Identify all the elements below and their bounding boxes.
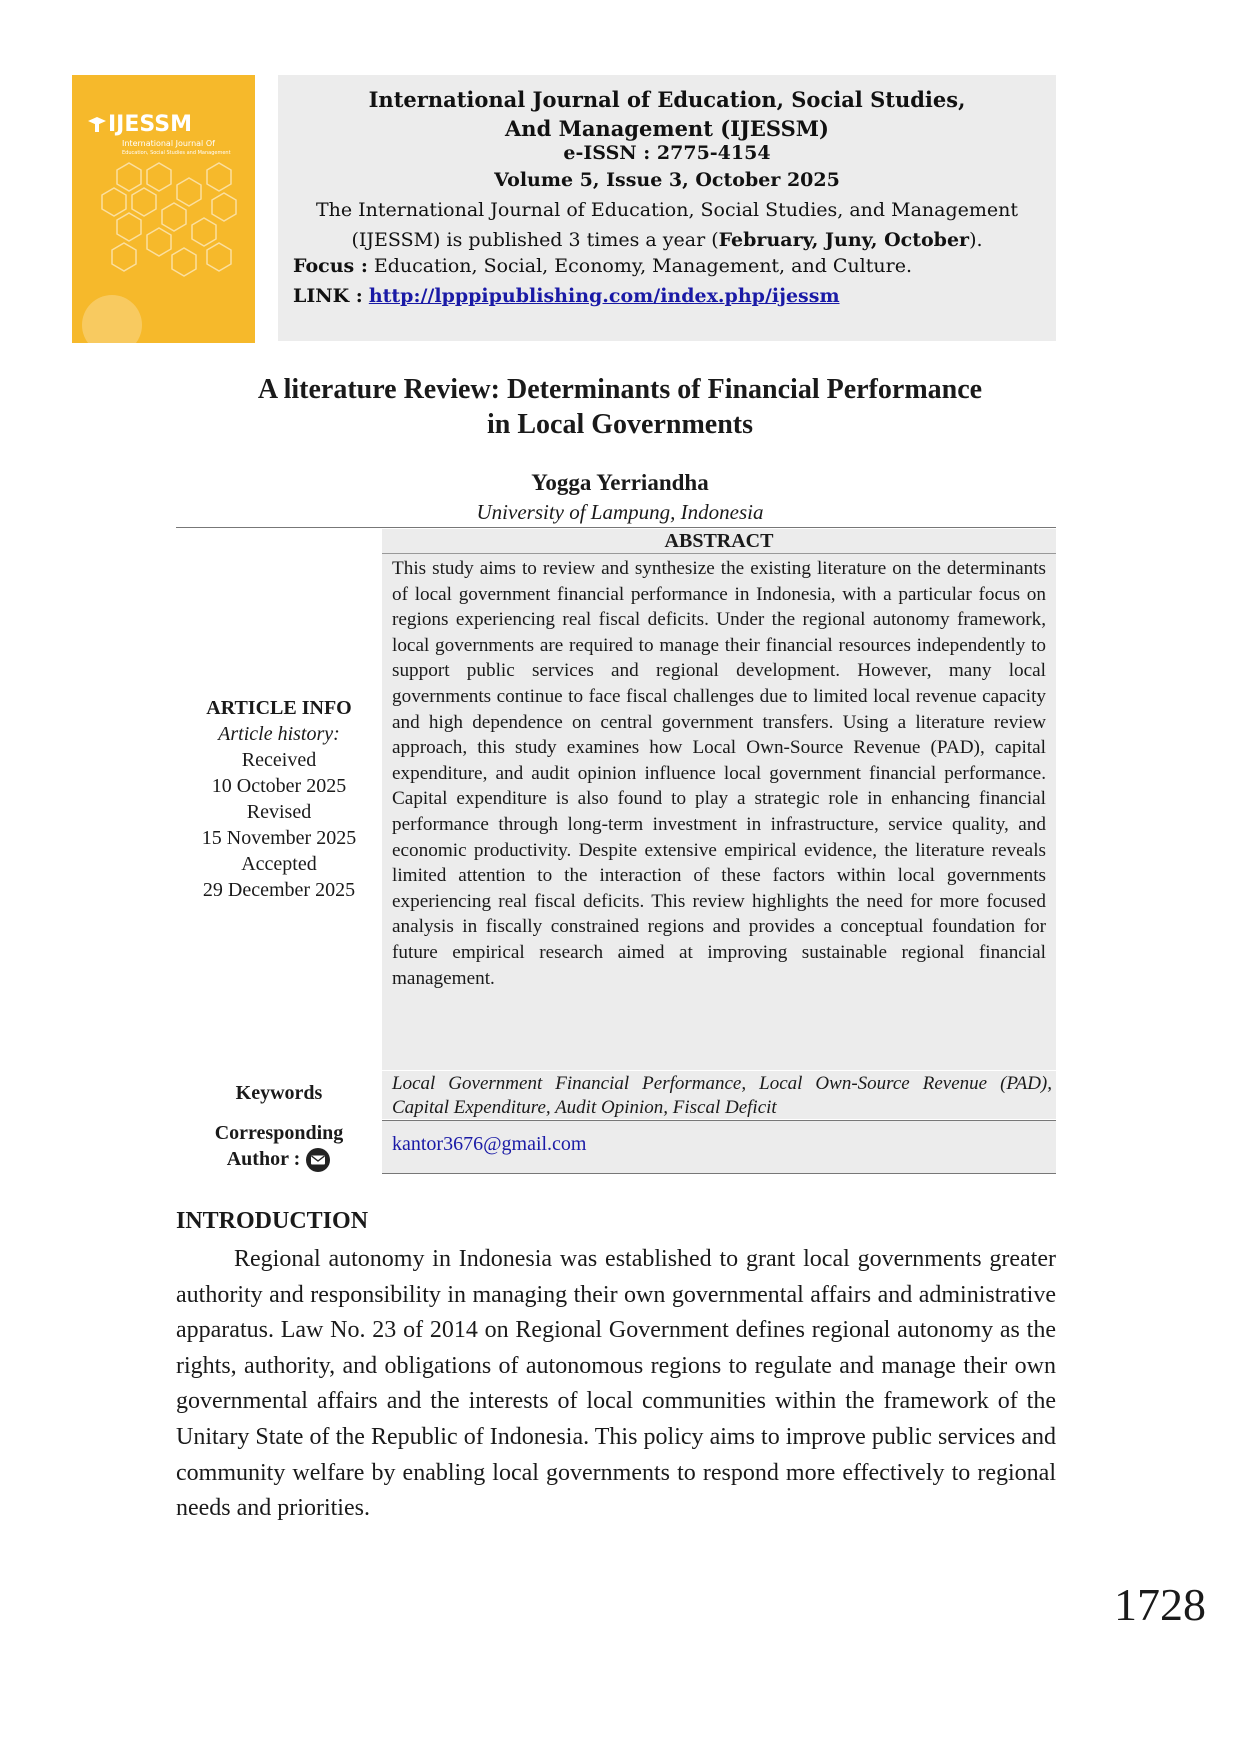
corresponding-label: Corresponding: [214, 1122, 344, 1144]
journal-logo-icon: [86, 115, 108, 135]
journal-volume: Volume 5, Issue 3, October 2025: [494, 169, 840, 191]
abstract-text: This study aims to review and synthesize the existing literature on the determinants of local government financial performance in Indonesia, with a particular focus on regions experiencing real fiscal deficits. Under the regional autonomy framework, local governments are required to manage their financial resources independently to support public services and regional development. However, many local governments continue to face fiscal challenges due to limited local revenue capacity and high dependence on central government transfers. Using a literature review approach, this study examines how Local Own-Source Revenue (PAD), capital expenditure, and audit opinion influence local government financial performance. Capital expenditure is also found to play a strategic role in enhancing financial performance through long-term investment in infrastructure, service quality, and economic productivity. Despite extensive empirical evidence, the literature reveals limited attention to the interaction of these factors within local governments experiencing real fiscal deficits. This review highlights the need for more focused analysis in fiscally constrained regions and provides a conceptual foundation for future empirical research aimed at improving sustainable regional financial management.: [392, 558, 1046, 989]
cover-subtitle-small: Education, Social Studies and Management: [122, 150, 231, 156]
desc-months: February, Juny, October: [718, 229, 970, 251]
keywords-panel: [382, 1071, 1056, 1119]
author-label: Author :: [226, 1148, 301, 1170]
journal-focus: [293, 255, 912, 277]
cover-brand: IJESSM: [108, 112, 192, 137]
introduction-heading: INTRODUCTION: [176, 1208, 369, 1234]
author-affiliation: University of Lampung, Indonesia: [476, 500, 764, 524]
journal-cover-image: [72, 75, 255, 343]
received-label: Received: [241, 749, 317, 771]
journal-link[interactable]: http://lpppipublishing.com/index.php/ijessm: [368, 285, 840, 307]
introduction-paragraph: Regional autonomy in Indonesia was established to grant local governments greater authority and responsibility in managing their own governmental affairs and administrative apparatus. Law No. 23 of 2014 on Regional Government defines regional autonomy as the rights, authority, and obligations of autonomous regions to regulate and manage their own governmental affairs and the interests of local communities within the framework of the Unitary State of the Republic of Indonesia. This policy aims to improve public services and community welfare by enabling local governments to respond more effectively to regional needs and priorities.: [176, 1246, 1056, 1522]
link-label: LINK :: [293, 285, 363, 307]
journal-description: [278, 195, 1056, 255]
accepted-label: Accepted: [241, 853, 317, 875]
keywords-text: Local Government Financial Performance, Local Own-Source Revenue (PAD), Capital Expenditure, Audit Opinion, Fiscal Deficit: [392, 1073, 1052, 1118]
article-history-label: Article history:: [218, 723, 340, 745]
journal-link-row: [293, 285, 840, 307]
author-label-row: [176, 1146, 382, 1173]
table-top-rule: [176, 527, 1056, 528]
paper-title-line1: A literature Review: Determinants of Financial Performance: [257, 374, 983, 405]
desc-text-b: ).: [969, 229, 983, 251]
cover-subtitle: International Journal Of: [122, 139, 215, 148]
corresponding-author: [176, 1120, 382, 1173]
email-envelope-icon: [305, 1147, 331, 1173]
journal-header: [278, 75, 1056, 341]
journal-title: [278, 85, 1056, 143]
revised-label: Revised: [246, 801, 312, 823]
abstract-panel: [382, 554, 1056, 1070]
paper-title: [150, 372, 1090, 442]
journal-description-line1: The International Journal of Education, Social Studies, and Management: [315, 199, 1019, 221]
focus-text: Education, Social, Economy, Management, and Culture.: [367, 255, 912, 277]
article-info-heading: ARTICLE INFO: [206, 697, 352, 719]
revised-date: 15 November 2025: [201, 827, 357, 849]
journal-description-line2: [278, 225, 1056, 255]
desc-text-a: (IJESSM) is published 3 times a year (: [351, 229, 719, 251]
author-name: Yogga Yerriandha: [531, 470, 709, 495]
keywords-label: Keywords: [235, 1082, 323, 1104]
page-number: 1728: [1114, 1579, 1206, 1630]
author-email-link[interactable]: kantor3676@gmail.com: [392, 1133, 587, 1155]
article-info: [176, 695, 382, 903]
email-panel: [382, 1121, 1056, 1173]
focus-label: Focus :: [293, 255, 368, 277]
paper-title-line2: in Local Governments: [487, 409, 753, 440]
table-bottom-rule: [382, 1173, 1056, 1174]
journal-issn: e-ISSN : 2775-4154: [563, 142, 771, 164]
journal-title-line1: International Journal of Education, Social Studies,: [368, 87, 966, 112]
journal-title-line2: And Management (IJESSM): [505, 116, 829, 141]
abstract-heading: ABSTRACT: [382, 529, 1056, 553]
accepted-date: 29 December 2025: [202, 879, 356, 901]
received-date: 10 October 2025: [211, 775, 347, 797]
